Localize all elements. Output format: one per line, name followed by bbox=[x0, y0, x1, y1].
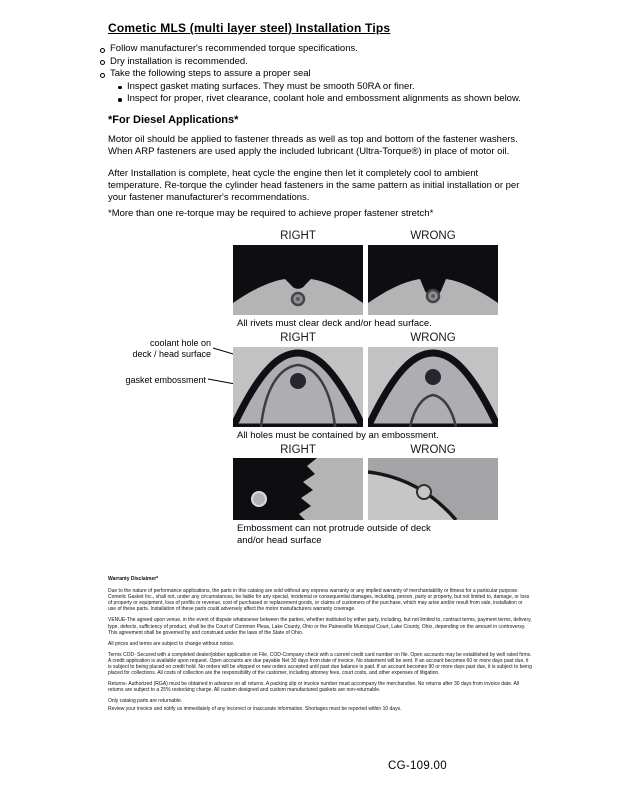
diesel-paragraph-1: Motor oil should be applied to fastener threads as well as top and bottom of the fastener washers. When ARP fasteners are used apply the included lubricant (Ultra-Torque®) in place of motor oil. bbox=[108, 134, 518, 157]
figure-rivet-right bbox=[233, 245, 363, 315]
catalog-page-code: CG-109.00 bbox=[388, 760, 447, 772]
sub-bullet-item: Inspect for proper, rivet clearance, coolant hole and embossment alignments as shown below. bbox=[117, 93, 587, 105]
bullet-item: Dry installation is recommended. bbox=[99, 56, 569, 69]
row2-wrong-label: WRONG bbox=[410, 332, 456, 344]
retorque-note: *More than one re-torque may be required to achieve proper fastener stretch* bbox=[108, 208, 434, 219]
bullet-item: Take the following steps to assure a proper seal bbox=[99, 68, 569, 81]
diagram-section bbox=[0, 228, 618, 568]
row3-right-label: RIGHT bbox=[280, 444, 316, 456]
coolant-hole-label: coolant hole on deck / head surface bbox=[132, 338, 211, 359]
legal-paragraph: All prices and terms are subject to change without notice. bbox=[108, 640, 235, 647]
row1-right-label: RIGHT bbox=[280, 230, 316, 242]
row3-caption-line2: and/or head surface bbox=[237, 535, 322, 546]
row2-caption: All holes must be contained by an embossment. bbox=[237, 430, 439, 441]
tips-bullet-list bbox=[99, 43, 569, 81]
legal-paragraph: Terms COD- Secured with a completed dealer/jobber application on File, COD-Company check with a current credit card number on file. Open accounts may be established by well rated firms. A credit application is available upon request. Open accounts are due payable Net 30 days from date of invoice. No statement will be sent. If an account becomes 60 or more days past due, it is subject to being placed on credit hold. No orders will be shipped or new orders accepted until past due balance is paid. If an account becomes 90 or more days past due, it is subject to being placed for collections. All costs of collection are the responsibility of the customer, including attorney fees, court costs, and other expenses of litigation. bbox=[108, 651, 532, 677]
row3-wrong-label: WRONG bbox=[410, 444, 456, 456]
sub-bullet-item: Inspect gasket mating surfaces. They must be smooth 50RA or finer. bbox=[117, 81, 587, 93]
figure-embossment-wrong bbox=[368, 347, 498, 427]
figure-rivet-wrong bbox=[368, 245, 498, 315]
bullet-item: Follow manufacturer's recommended torque specifications. bbox=[99, 43, 569, 56]
figure-protrusion-wrong bbox=[368, 458, 498, 520]
gasket-embossment-label: gasket embossment bbox=[125, 375, 206, 385]
legal-paragraph: Only catalog parts are returnable. bbox=[108, 698, 183, 705]
figure-protrusion-right bbox=[233, 458, 363, 520]
row3-caption-line1: Embossment can not protrude outside of deck bbox=[237, 523, 431, 534]
tips-sub-bullet-list bbox=[117, 81, 587, 106]
page-title: Cometic MLS (multi layer steel) Installation Tips bbox=[108, 21, 391, 35]
legal-disclaimer bbox=[108, 576, 532, 713]
diesel-applications-heading: *For Diesel Applications* bbox=[108, 114, 239, 126]
legal-paragraph: VENUE-The agreed upon venue, in the event of dispute whatsoever between the parties, whether instituted by either party, including, but not limited to, contract terms, payment terms, delivery, type, defects, sufficiency of product, shall be the Court of Common Pleas, Lake County, Ohio or the Painesville Municipal Court, Lake County, Ohio, depending on the amount in controversy. This agreement shall be governed by and construed under the laws of the State of Ohio. bbox=[108, 617, 532, 636]
figure-embossment-right bbox=[233, 347, 363, 427]
row1-wrong-label: WRONG bbox=[410, 230, 456, 242]
diesel-paragraph-2: After Installation is complete, heat cycle the engine then let it completely cool to ambient temperature. Re-torque the cylinder head fasteners in the same pattern as initial installation or per your fastener manufacturer's recommendations. bbox=[108, 168, 520, 203]
row2-right-label: RIGHT bbox=[280, 332, 316, 344]
legal-paragraph: Review your invoice and notify us immediately of any incorrect or inaccurate information. Shortages must be reported within 10 days. bbox=[108, 705, 402, 712]
legal-paragraph: Returns- Authorized (RGA) must be obtained in advance on all returns. A packing slip or invoice number must accompany the merchandise. No returns after 30 days from invoice date. All returns are subject to a 25% restocking charge. All custom designed and custom manufactured gaskets are non-returnable. bbox=[108, 681, 520, 694]
warranty-heading: Warranty Disclaimer* bbox=[108, 576, 159, 582]
legal-paragraph: Due to the nature of performance applications, the parts in this catalog are sold without any express warranty or any implied warranty of merchantability or fitness for a particular purpose. Cometic Gasket Inc., shall not, under any circumstances, be liable for any special, incidental or consequential damages, including, person, party or property, but not limited to, damage, or loss of property or equipment, loss of profits or revenue, cost of purchased or replacement goods, or claims of customers of the purchase, which may arise and/or result from sale, installation or use of these parts. Installation of these parts could adversely affect the motor manufacturers warranty coverage. bbox=[108, 588, 530, 613]
row1-caption: All rivets must clear deck and/or head surface. bbox=[237, 318, 432, 329]
